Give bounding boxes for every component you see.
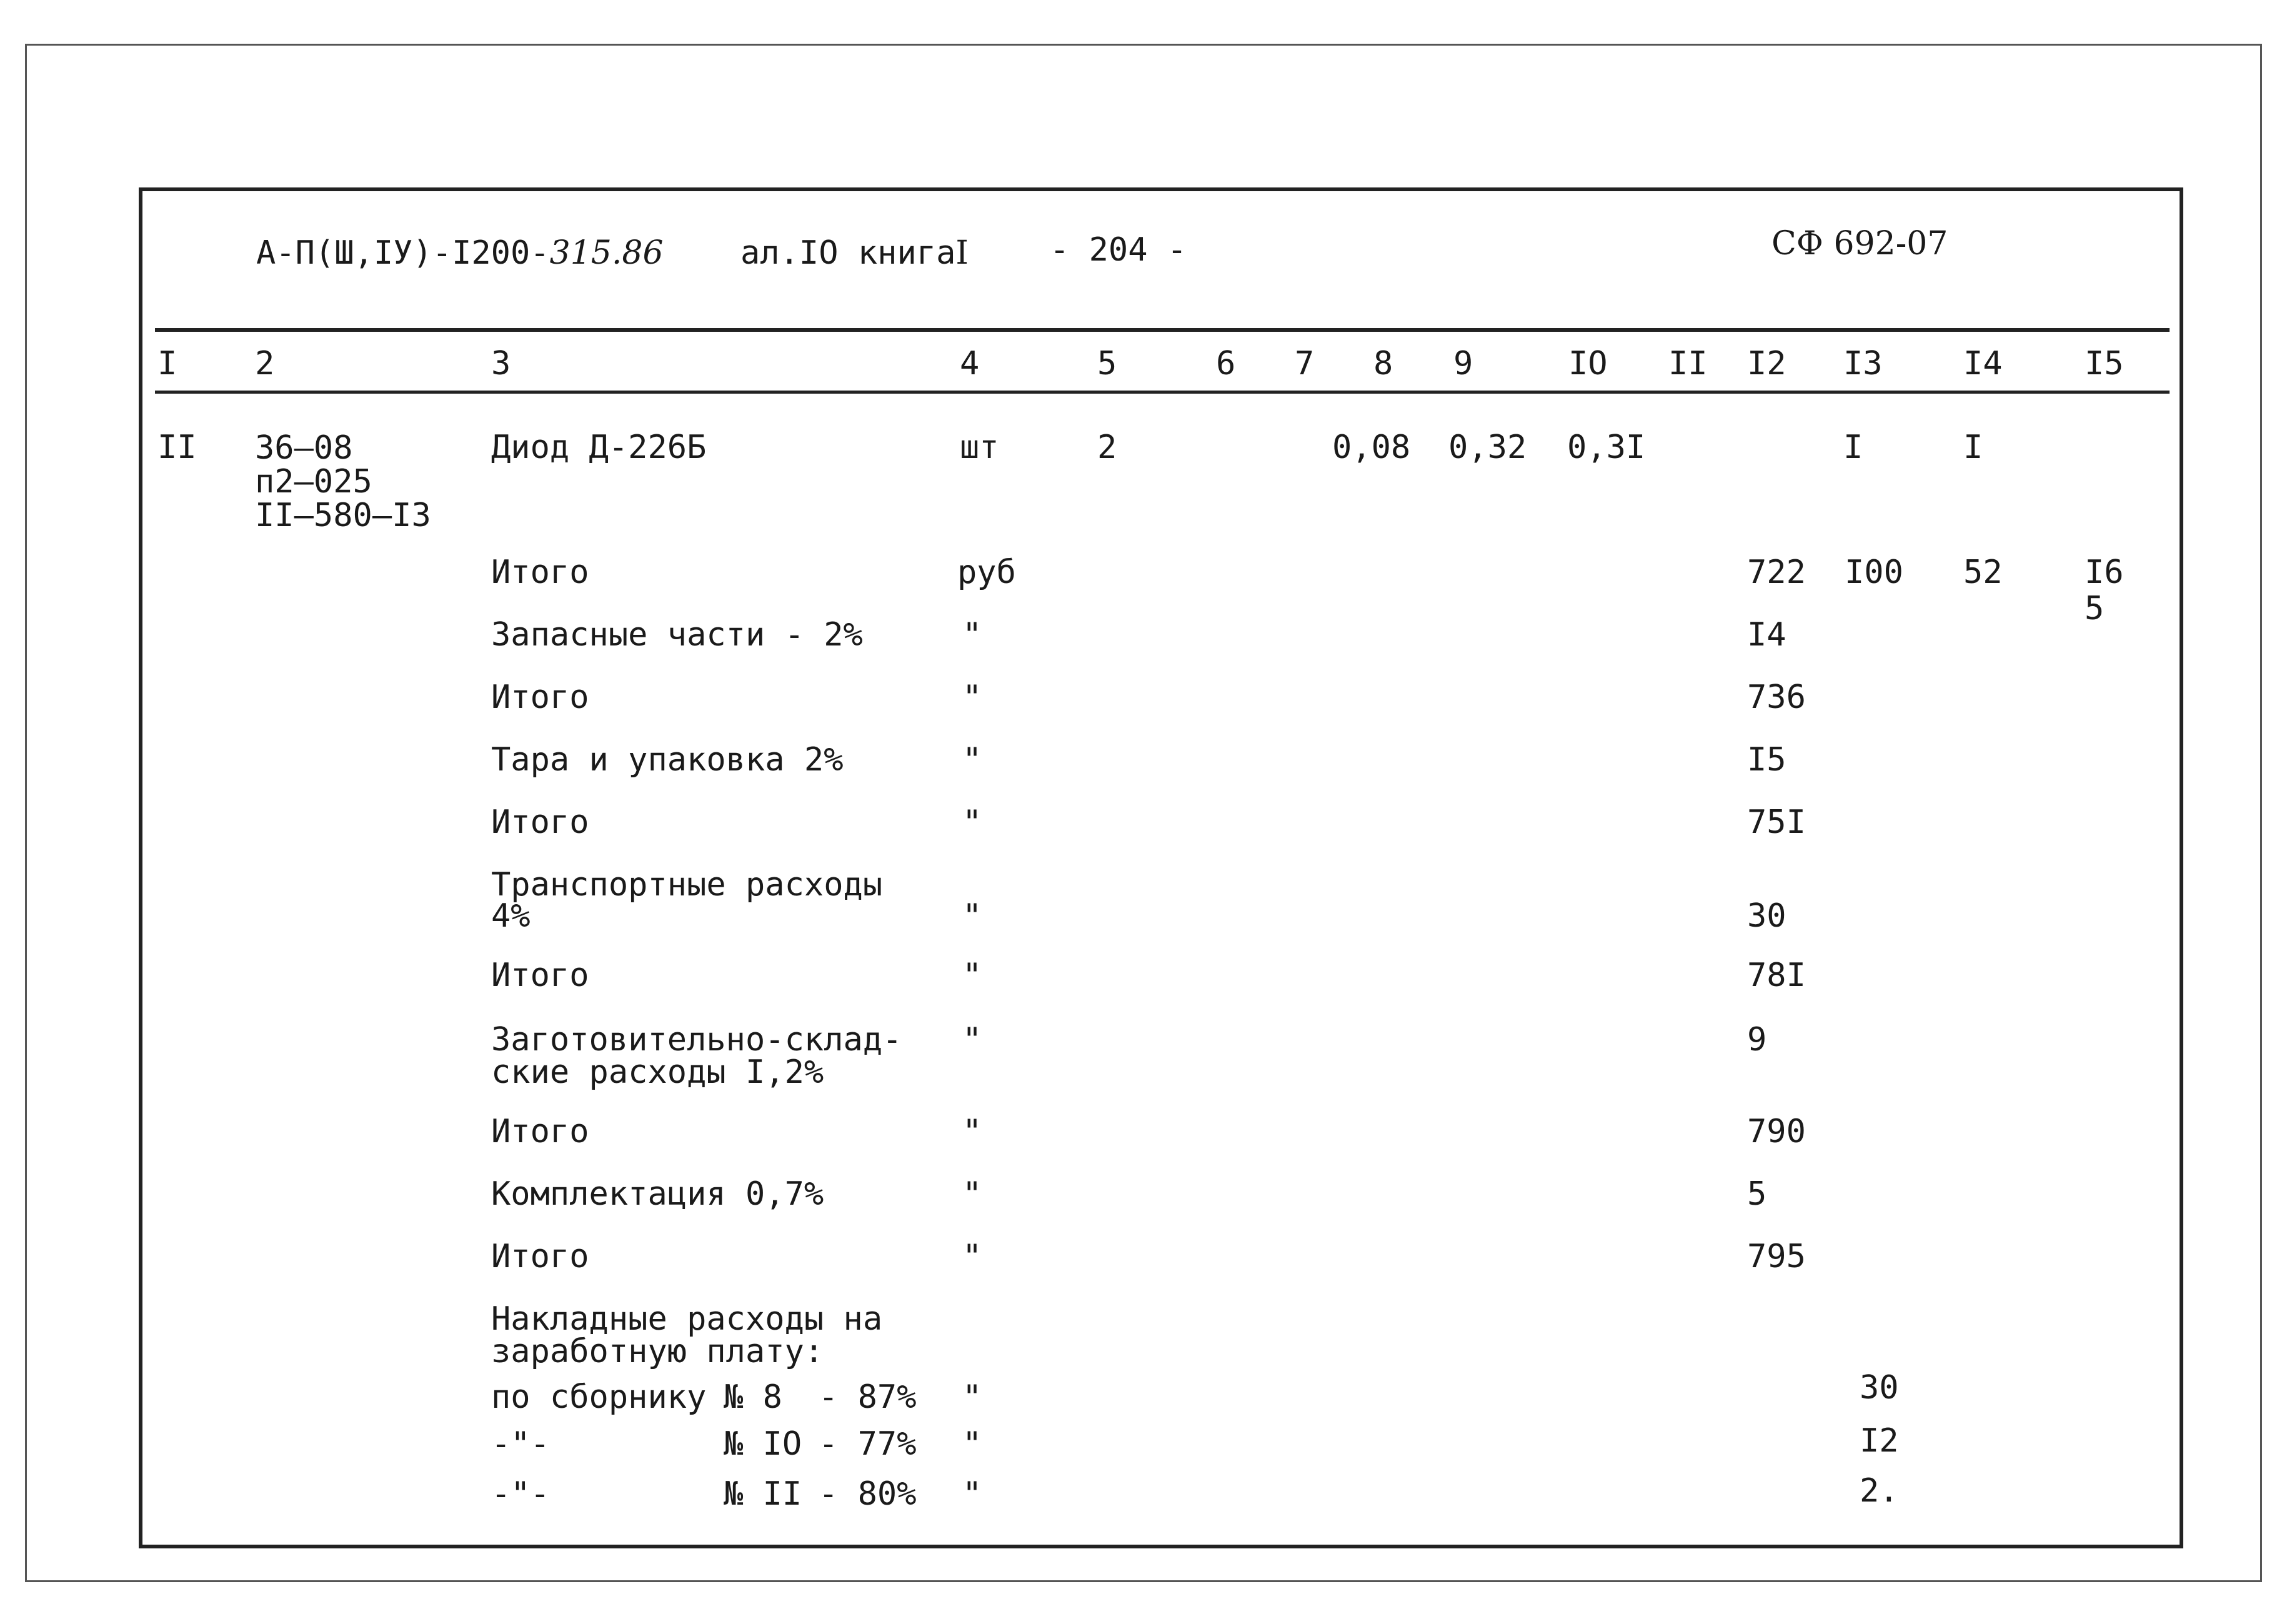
row-total-1-col15: I6 — [2085, 554, 2124, 591]
album-ref — [740, 234, 969, 272]
overhead-line-1-unit: " — [962, 1378, 982, 1416]
col-header-5: 5 — [1097, 345, 1117, 382]
album-book-number: I — [955, 234, 969, 272]
item-code — [255, 431, 431, 532]
doc-code-printed: А-П(Ш,IУ)-I200- — [256, 234, 550, 272]
col-header-1: I — [157, 345, 177, 382]
col-header-9: 9 — [1453, 345, 1473, 382]
row-total-3-col12: 75I — [1747, 804, 1806, 841]
row-total-2-col12: 736 — [1747, 679, 1806, 716]
row-total-5-unit: " — [962, 1113, 982, 1150]
row-assembly-unit: " — [962, 1175, 982, 1213]
row-total-4-label: Итого — [491, 957, 589, 994]
row-packaging-col12: I5 — [1747, 741, 1786, 779]
col-header-11: II — [1668, 345, 1708, 382]
stamp-code: СФ 692-07 — [1771, 225, 1948, 262]
row-warehouse-unit: " — [962, 1021, 982, 1059]
overhead-line-3-a: -"- — [491, 1475, 550, 1513]
row-total-2-label: Итого — [491, 679, 589, 716]
row-assembly-col12: 5 — [1747, 1175, 1767, 1213]
row-spare-parts-unit: " — [962, 616, 982, 654]
doc-code — [256, 234, 664, 272]
col-header-15: I5 — [2085, 345, 2124, 382]
item-qty: 2 — [1097, 429, 1117, 466]
item-col8: 0,08 — [1332, 429, 1411, 466]
row-transport-label: Транспортные расходы — [491, 866, 883, 904]
overhead-line-2-unit: " — [962, 1425, 982, 1463]
row-packaging-unit: " — [962, 741, 982, 779]
overhead-line-3-value: 2. — [1860, 1472, 1899, 1510]
item-code-line-3: II–580–I3 — [255, 497, 431, 534]
header-rule-bottom — [155, 391, 2170, 394]
row-total-1-unit: руб — [957, 554, 1016, 591]
doc-code-handwritten: 315.86 — [549, 234, 664, 272]
col-header-3: 3 — [491, 345, 511, 382]
row-total-6-unit: " — [962, 1238, 982, 1275]
overhead-line-3-b: № II — [724, 1475, 802, 1513]
row-total-1-col15-cont: 5 — [2085, 590, 2105, 627]
col-header-2: 2 — [255, 345, 275, 382]
row-total-1-col14: 52 — [1963, 554, 2003, 591]
row-warehouse-col12: 9 — [1747, 1021, 1767, 1059]
overhead-line-2-b: № IO — [724, 1425, 802, 1463]
col-header-13: I3 — [1843, 345, 1883, 382]
row-total-4-unit: " — [962, 957, 982, 994]
row-transport-unit: " — [962, 897, 982, 935]
page-number: - 204 - — [1050, 231, 1187, 269]
col-header-12: I2 — [1747, 345, 1786, 382]
item-col10: 0,3I — [1567, 429, 1646, 466]
col-header-4: 4 — [960, 345, 980, 382]
row-total-3-unit: " — [962, 804, 982, 841]
row-warehouse-label-cont: ские расходы I,2% — [491, 1054, 824, 1091]
overhead-line-3-unit: " — [962, 1475, 982, 1513]
item-code-line-1: 36–08 — [255, 429, 353, 467]
overhead-line-1-a: по сборнику — [491, 1378, 707, 1416]
col-header-7: 7 — [1295, 345, 1315, 382]
overhead-line-2-c: - 77% — [819, 1425, 917, 1463]
col-header-14: I4 — [1963, 345, 2003, 382]
overhead-line-2-value: I2 — [1860, 1422, 1899, 1460]
item-code-line-2: п2–025 — [255, 463, 372, 501]
col-header-8: 8 — [1373, 345, 1393, 382]
overhead-line-2-a: -"- — [491, 1425, 550, 1463]
item-name: Диод Д-226Б — [491, 429, 707, 466]
row-total-5-label: Итого — [491, 1113, 589, 1150]
item-col14: I — [1963, 429, 1983, 466]
row-spare-parts-label: Запасные части - 2% — [491, 616, 863, 654]
overhead-title-2: заработную плату: — [491, 1333, 824, 1370]
row-total-6-label: Итого — [491, 1238, 589, 1275]
row-transport-label-cont: 4% — [491, 897, 531, 935]
item-unit: шт — [960, 429, 999, 466]
row-packaging-label: Тара и упаковка 2% — [491, 741, 844, 779]
row-total-5-col12: 790 — [1747, 1113, 1806, 1150]
row-total-6-col12: 795 — [1747, 1238, 1806, 1275]
row-warehouse-label: Заготовительно-склад- — [491, 1021, 902, 1059]
row-total-1-col12: 722 — [1747, 554, 1806, 591]
col-header-6: 6 — [1216, 345, 1236, 382]
item-col13: I — [1843, 429, 1863, 466]
row-total-4-col12: 78I — [1747, 957, 1806, 994]
overhead-line-1-b: № 8 — [724, 1378, 782, 1416]
row-total-1-col13: I00 — [1845, 554, 1903, 591]
overhead-title-1: Накладные расходы на — [491, 1300, 883, 1338]
col-header-10: IO — [1568, 345, 1608, 382]
row-spare-parts-col12: I4 — [1747, 616, 1786, 654]
row-transport-col12: 30 — [1747, 897, 1786, 935]
row-assembly-label: Комплектация 0,7% — [491, 1175, 824, 1213]
row-total-1-label: Итого — [491, 554, 589, 591]
album-label: ал.IO книга — [740, 234, 956, 272]
item-number: II — [157, 429, 197, 466]
row-total-2-unit: " — [962, 679, 982, 716]
overhead-line-1-value: 30 — [1860, 1369, 1899, 1407]
overhead-line-1-c: - 87% — [819, 1378, 917, 1416]
item-col9: 0,32 — [1448, 429, 1527, 466]
header-rule-top — [155, 328, 2170, 332]
row-total-3-label: Итого — [491, 804, 589, 841]
overhead-line-3-c: - 80% — [819, 1475, 917, 1513]
